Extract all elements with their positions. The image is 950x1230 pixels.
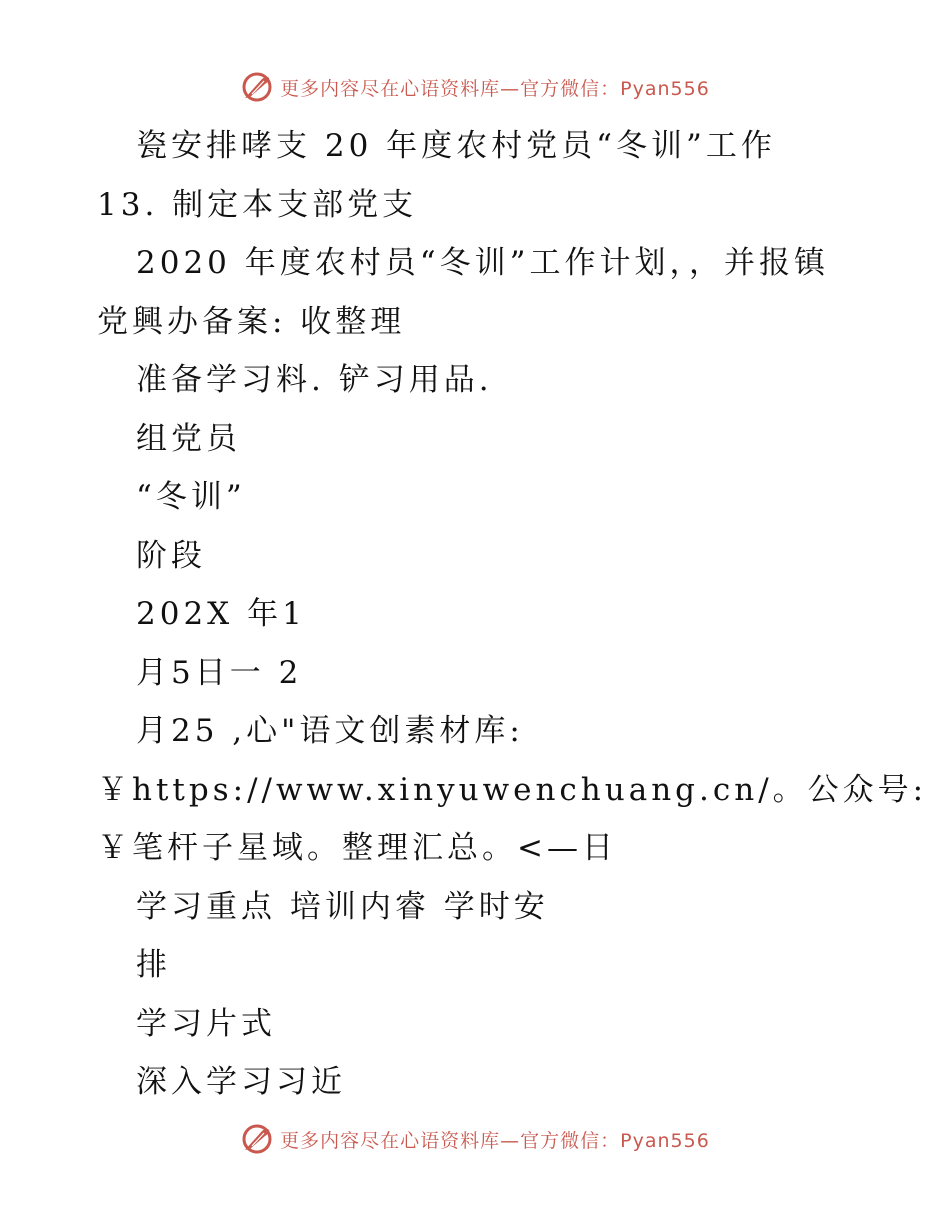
- text-line: ￥笔杆子星域。整理汇总。<—日: [97, 830, 617, 866]
- footer-watermark-banner: [0, 1122, 950, 1156]
- text-line: 瓷安排哮支 20 年度农村党员“冬训”工作: [136, 128, 776, 164]
- banner-text: 更多内容尽在心语资料库—官方微信：Pyan556: [280, 77, 710, 100]
- text-line: 2020 年度农村员“冬训”工作计划，，并报镇: [136, 245, 829, 281]
- text-line: 阶段: [136, 537, 206, 574]
- document-body: [0, 117, 950, 1112]
- text-line: 月25 ,心"语文创素材库:: [136, 713, 524, 749]
- text-line: 深入学习习近: [136, 1064, 346, 1100]
- text-line: 排: [136, 947, 171, 983]
- text-line: ￥https://www.xinyuwenchuang.cn/。公众号:: [97, 771, 928, 808]
- feather-pen-circle-icon: [240, 1122, 274, 1156]
- text-line: 党興办备案: 收整理: [97, 303, 406, 340]
- text-line: 准备学习料. 铲习用品.: [136, 362, 493, 398]
- text-line: 组党员: [136, 420, 241, 457]
- header-watermark-banner: [0, 70, 950, 104]
- text-line: 学习重点 培训内睿 学时安: [136, 888, 549, 925]
- banner-text: 更多内容尽在心语资料库—官方微信：Pyan556: [280, 1129, 710, 1152]
- text-line: 学习片式: [136, 1005, 276, 1042]
- text-line: 13. 制定本支部党支: [97, 186, 418, 223]
- text-line: “冬训”: [136, 479, 246, 515]
- feather-pen-circle-icon: [240, 70, 274, 104]
- text-line: 月5日一 2: [136, 654, 303, 691]
- text-line: 202X 年1: [136, 596, 306, 632]
